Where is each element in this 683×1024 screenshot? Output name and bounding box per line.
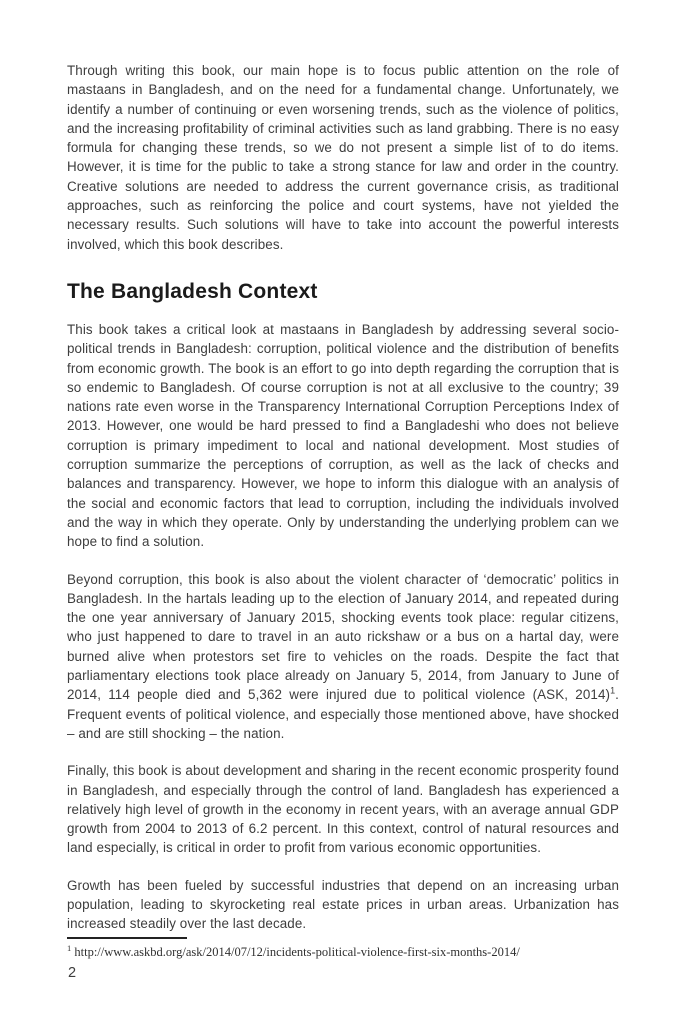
section-paragraph-1: This book takes a critical look at mastaans in Bangladesh by addressing several socio-political trends in Bangladesh: corruption, political violence and the distribution of benefits from economic growth. The book is an effort to go into depth regarding the corruption that is so endemic to Bangladesh. Of course corruption is not at all exclusive to the country; 39 nations rate even worse in the Transparency International Corruption Perceptions Index of 2013. However, one would be hard pressed to find a Bangladeshi who does not believe corruption is primary impediment to local and national development. Most studies of corruption summarize the perceptions of corruption, as well as the lack of checks and balances and transparency. However, we hope to inform this dialogue with an analysis of the social and economic factors that lead to corruption, including the individuals involved and the way in which they operate. Only by understanding the underlying problem can we hope to find a solution. bbox=[67, 321, 619, 550]
section-paragraph-3: Finally, this book is about development and sharing in the recent economic prosperity found in Bangladesh, and especially through the control of land. Bangladesh has experienced a relatively high level of growth in the economy in recent years, with an average annual GDP growth from 2004 to 2013 of 6.2 percent. In this context, control of natural resources and land especially, is critical in order to profit from various economic opportunities. bbox=[67, 763, 619, 856]
footnote bbox=[67, 937, 619, 960]
paragraph-text-before-footnote-ref: Beyond corruption, this book is also about the violent character of ‘democratic’ politics in Bangladesh. In the hartals leading up to the election of January 2014, and repeated during the one year anniversary of January 2015, shocking events took place: regular citizens, who just happened to dare to travel in an auto rickshaw or a bus on a hartal day, were burned alive when protestors set fire to vehicles on the roads. Despite the fact that parliamentary elections took place already on January 5, 2014, from January to June of 2014, 114 people died and 5,362 were injured due to political violence (ASK, 2014) bbox=[67, 571, 619, 703]
page-number: 2 bbox=[68, 965, 77, 981]
paragraph-text-after-footnote-ref: . Frequent events of political violence, and especially those mentioned above, have shocked – and are still shocking – the nation. bbox=[67, 687, 619, 741]
footnote-url: http://www.askbd.org/ask/2014/07/12/incidents-political-violence-first-six-months-2014/ bbox=[74, 945, 520, 960]
section-heading: The Bangladesh Context bbox=[67, 279, 318, 303]
section-paragraph-4: Growth has been fueled by successful industries that depend on an increasing urban population, leading to skyrocketing real estate prices in urban areas. Urbanization has increased steadily over the last decade. bbox=[67, 877, 619, 932]
footnote-marker: 1 bbox=[67, 943, 72, 953]
footnote-text bbox=[67, 943, 619, 960]
page-content bbox=[67, 0, 619, 952]
section-paragraph-2 bbox=[67, 570, 619, 744]
footnote-reference: 1 bbox=[610, 685, 616, 696]
intro-paragraph: Through writing this book, our main hope is to focus public attention on the role of mastaans in Bangladesh, and on the need for a fundamental change. Unfortunately, we identify a number of continuing or even worsening trends, such as the violence of politics, and the increasing profitability of criminal activities such as land grabbing. There is no easy formula for changing these trends, so we do not present a simple list of to do items. However, it is time for the public to take a strong stance for law and order in the country. Creative solutions are needed to address the current governance crisis, as traditional approaches, such as reinforcing the police and court systems, have not yielded the necessary results. Such solutions will have to take into account the powerful interests involved, which this book describes. bbox=[67, 63, 619, 252]
footnote-divider bbox=[67, 937, 187, 939]
